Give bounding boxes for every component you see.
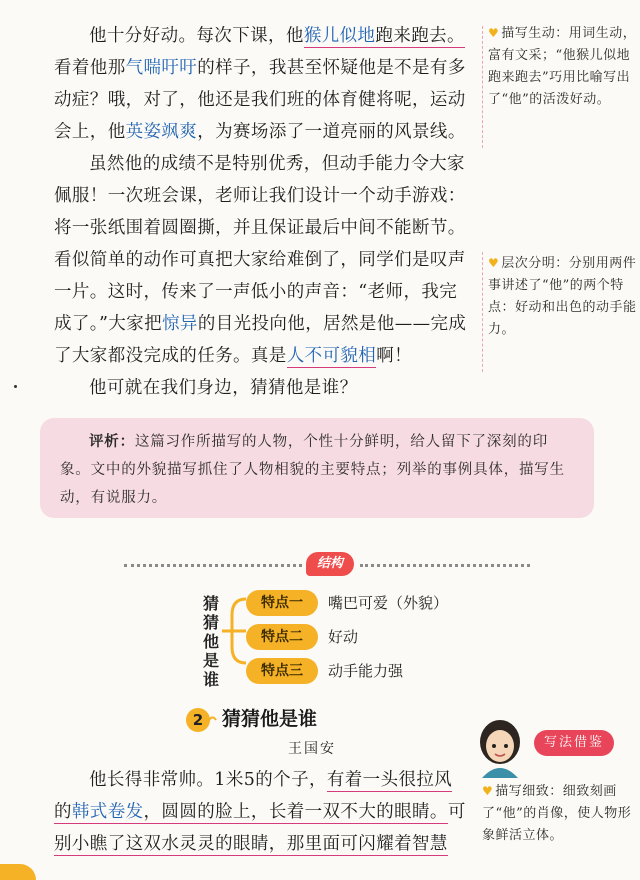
swirl-decoration-icon [205,712,219,726]
highlight-phrase: 惊异 [162,314,198,334]
review-label: 评析： [89,433,135,450]
feature-pill-2: 特点二 [246,624,318,650]
feature-desc-2: 好动 [328,628,359,646]
feature-desc-3: 动手能力强 [328,662,404,680]
structure-badge: 结构 [306,552,354,576]
highlight-phrase: 猴儿似地 [303,26,376,46]
essay2-line-1: 他长得非常帅。1米5的个子，有着一头很拉风 [89,770,453,790]
essay2-line-3: 别小瞧了这双水灵灵的眼睛，那里面可闪耀着智慧 [54,834,448,854]
passage-continuation [54,20,472,404]
paragraph-3: 他可就在我们身边，猜猜他是谁？ [89,378,358,398]
structure-title: 猜 猜 他 是 谁 [202,594,219,689]
page-corner-tab [0,864,36,880]
dotted-divider [124,564,302,567]
feature-desc-1: 嘴巴可爱（外貌） [328,594,449,612]
feature-pill-3: 特点三 [246,658,318,684]
highlight-phrase: 韩式卷发 [71,802,144,822]
review-text: 这篇习作所描写的人物，个性十分鲜明，给人留下了深刻的印象。文中的外貌描写抓住了人物相貌的主要特点；列举的事例具体，描写生动，有说服力。 [60,434,565,506]
paragraph-1: 他十分好动。每次下课，他猴儿似地跑来跑去。看着他那气喘吁吁的样子，我甚至怀疑他是不是有多动症？哦，对了，他还是我们班的体育健将呢，运动会上，他英姿飒爽，为赛场添了一道亮丽的风景线。 [54,26,466,142]
feature-pill-1: 特点一 [246,590,318,616]
paragraph-2: 虽然他的成绩不是特别优秀，但动手能力令大家佩服！一次班会课，老师让我们设计一个动手游戏：将一张纸围着圆圈撕，并且保证最后中间不能断节。看似简单的动作可真把大家给难倒了，同学们是叹声一片。这时，传来了一声低小的声音：“老师，我完成了。”大家把惊异的目光投向他，居然是他——完成了大家都没完成的任务。真是人不可貌相啊！ [54,154,467,366]
heart-icon: ♥ [488,256,500,270]
heart-icon: ♥ [482,784,494,798]
side-note-1: ♥ 描写生动：用词生动，富有文采；“他猴儿似地跑来跑去”巧用比喻写出了“他”的活泼好动。 [488,26,637,107]
heart-icon: ♥ [488,26,500,40]
essay2-body [54,764,472,860]
dotted-divider [360,564,530,567]
teacher-avatar-icon [474,716,526,778]
essay2-line-2: 的韩式卷发，圆圆的脸上，长着一双不大的眼睛。可 [54,802,466,822]
essay-title: 猜猜他是谁 [222,708,318,730]
essay-author: 王国安 [288,741,336,757]
side-note-2: ♥ 层次分明：分别用两件事讲述了“他”的两个特点：好动和出色的动手能力。 [488,256,637,337]
essay-number: 2 [186,708,210,732]
side-note-3: ♥ 描写细致：细致刻画了“他”的肖像，使人物形象鲜活立体。 [482,784,632,843]
method-badge: 写法借鉴 [534,730,614,756]
highlight-phrase: 英姿飒爽 [125,122,198,142]
margin-dot [14,385,17,388]
highlight-phrase: 人不可貌相 [286,346,377,366]
highlight-phrase: 气喘吁吁 [125,58,198,78]
review-box [40,418,594,518]
